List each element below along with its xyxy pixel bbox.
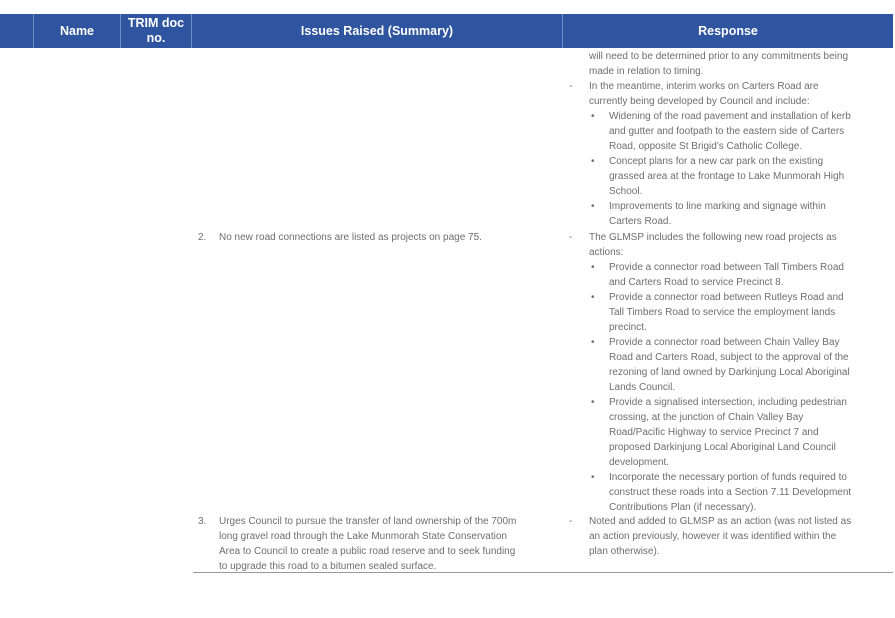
bullet-text-line: Provide a connector road between Tall Timbers Road xyxy=(609,262,844,273)
header-response: Response xyxy=(698,23,758,38)
bullet-text-line: Carters Road. xyxy=(609,216,672,227)
table-bottom-rule xyxy=(193,572,893,573)
bullet-text-line: Provide a signalised intersection, including pedestrian xyxy=(609,397,847,408)
issue-text-line: to upgrade this road to a bitumen sealed surface. xyxy=(219,561,437,572)
response-dash: - xyxy=(569,516,573,527)
issue-text-line: No new road connections are listed as projects on page 75. xyxy=(219,232,482,243)
header-trim-line1: TRIM doc xyxy=(127,16,185,30)
bullet-text-line: Widening of the road pavement and installation of kerb xyxy=(609,111,851,122)
bullet-text-line: precinct. xyxy=(609,322,647,333)
bullet-icon: • xyxy=(591,156,595,167)
bullet-icon: • xyxy=(591,472,595,483)
bullet-text-line: Contributions Plan (if necessary). xyxy=(609,502,757,513)
bullet-icon: • xyxy=(591,292,595,303)
bullet-text-line: development. xyxy=(609,457,670,468)
response-text-line: In the meantime, interim works on Carters Road are xyxy=(589,81,819,92)
bullet-text-line: and Carters Road to service Precinct 8. xyxy=(609,277,784,288)
bullet-text-line: Road and Carters Road, subject to the approval of the xyxy=(609,352,849,363)
header-trim-line2: no. xyxy=(146,31,166,45)
issue-number: 3. xyxy=(198,516,207,527)
response-dash: - xyxy=(569,81,573,92)
issue-number: 2. xyxy=(198,232,207,243)
issue-text-line: long gravel road through the Lake Munmorah State Conservation xyxy=(219,531,507,542)
header-issues-raised: Issues Raised (Summary) xyxy=(192,14,563,48)
bullet-text-line: crossing, at the junction of Chain Valley Bay xyxy=(609,412,804,423)
response-text-line: made in relation to timing. xyxy=(589,66,704,77)
bullet-text-line: rezoning of land owned by Darkinjung Local Aboriginal xyxy=(609,367,850,378)
response-text-line: The GLMSP includes the following new road projects as xyxy=(589,232,837,243)
bullet-icon: • xyxy=(591,201,595,212)
response-dash: - xyxy=(569,232,573,243)
bullet-text-line: Incorporate the necessary portion of funds required to xyxy=(609,472,847,483)
issue-text-line: Urges Council to pursue the transfer of land ownership of the 700m xyxy=(219,516,517,527)
bullet-text-line: Concept plans for a new car park on the existing xyxy=(609,156,824,167)
bullet-text-line: construct these roads into a Section 7.11 Development xyxy=(609,487,852,498)
response-text-line: plan otherwise). xyxy=(589,546,660,557)
header-trim-doc-no xyxy=(121,14,192,48)
bullet-icon: • xyxy=(591,111,595,122)
response-text-line: an action previously, however it was identified within the xyxy=(589,531,837,542)
issue-text-line: Area to Council to create a public road reserve and to seek funding xyxy=(219,546,516,557)
response-text-line: actions: xyxy=(589,247,624,258)
response-text-line: currently being developed by Council and include: xyxy=(589,96,810,107)
bullet-text-line: School. xyxy=(609,186,643,197)
bullet-icon: • xyxy=(591,397,595,408)
table-header xyxy=(0,14,893,48)
bullet-icon: • xyxy=(591,262,595,273)
bullet-text-line: Tall Timbers Road to service the employment lands xyxy=(609,307,836,318)
bullet-text-line: Provide a connector road between Chain Valley Bay xyxy=(609,337,840,348)
bullet-icon: • xyxy=(591,337,595,348)
response-text-line: Noted and added to GLMSP as an action (was not listed as xyxy=(589,516,852,527)
bullet-text-line: Road, opposite St Brigid's Catholic College. xyxy=(609,141,803,152)
header-blank-cell xyxy=(0,14,34,48)
bullet-text-line: Provide a connector road between Rutleys Road and xyxy=(609,292,844,303)
bullet-text-line: grassed area at the frontage to Lake Munmorah High xyxy=(609,171,845,182)
bullet-text-line: and gutter and footpath to the eastern side of Carters xyxy=(609,126,845,137)
response-text-line: will need to be determined prior to any commitments being xyxy=(589,51,849,62)
bullet-text-line: Lands Council. xyxy=(609,382,676,393)
bullet-text-line: Road/Pacific Highway to service Precinct 7 and xyxy=(609,427,819,438)
bullet-text-line: Improvements to line marking and signage within xyxy=(609,201,826,212)
header-name: Name xyxy=(34,14,121,48)
bullet-text-line: proposed Darkinjung Local Aboriginal Land Council xyxy=(609,442,836,453)
